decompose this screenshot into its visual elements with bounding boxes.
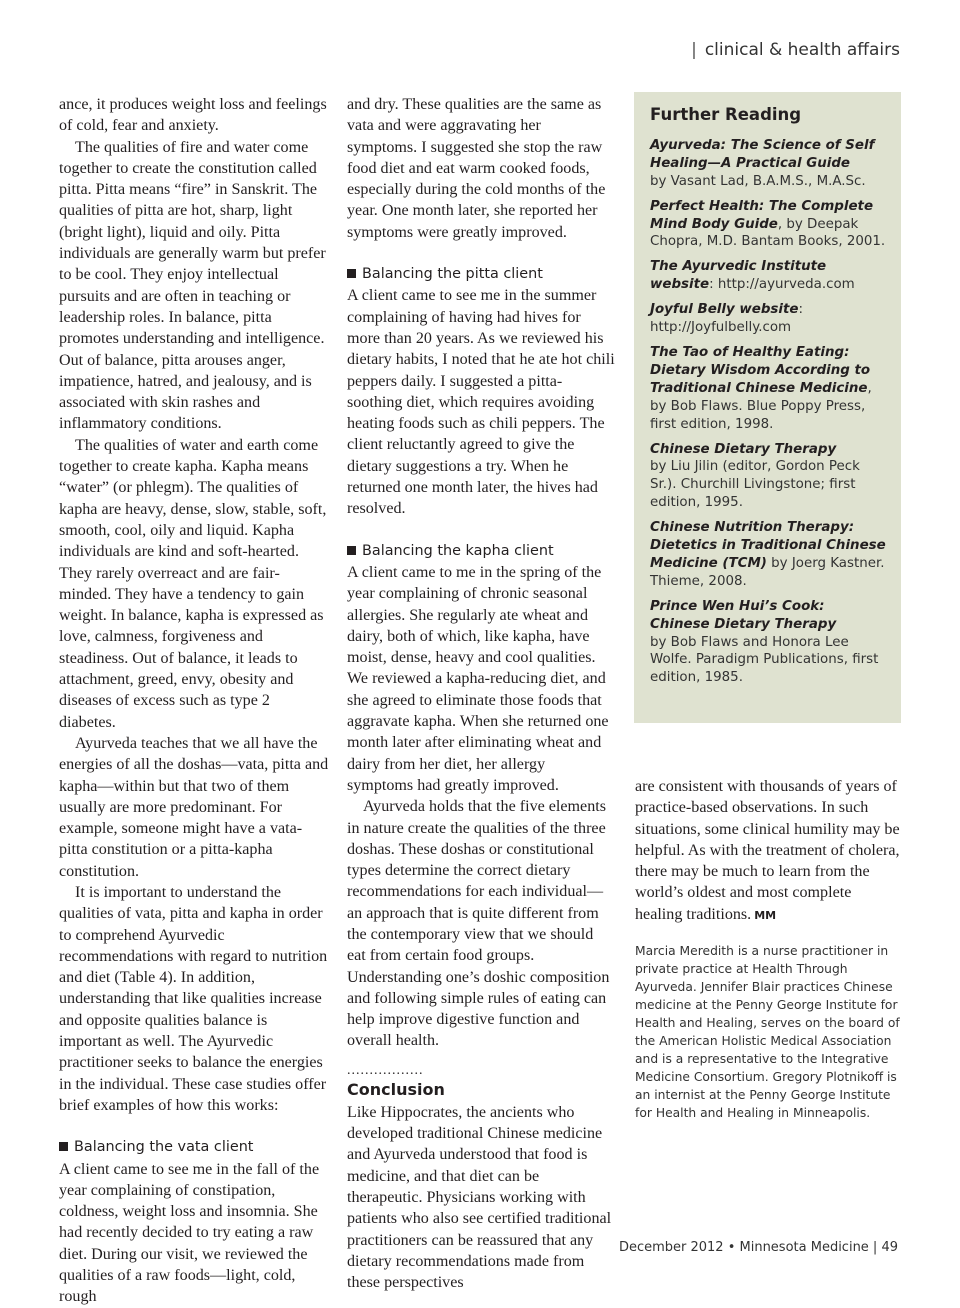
paragraph: ance, it produces weight loss and feelings of cold, fear and anxiety. bbox=[59, 96, 327, 135]
square-bullet-icon bbox=[347, 546, 356, 555]
page-footer: December 2012 • Minnesota Medicine | 49 bbox=[618, 1240, 898, 1255]
section-label: clinical & health affairs bbox=[704, 40, 900, 60]
paragraph: Ayurveda holds that the five elements in nature create the qualities of the three doshas. These doshas or constitutional types determine the correct dietary recommendations for each individual—an approach that is quite different from the contemporary view that we should eat from certain food groups. Understanding one’s doshic composition and following simple rules of eating can help improve digestive function and overall health. bbox=[347, 798, 610, 1050]
subheading-vata: Balancing the vata client bbox=[59, 1137, 329, 1158]
subheading-pitta: Balancing the pitta client bbox=[347, 264, 615, 285]
paragraph: A client came to me in the spring of the year complaining of chronic seasonal allergies. She regularly ate wheat and dairy, both of which, like kapha, have moist, dense, heavy and cool qualities. We reviewed a kapha-reducing diet, and she agreed to eliminate those foods that aggravate kapha. When she returned one month later after eliminating wheat and dairy from her diet, her allergy symptoms had greatly improved. bbox=[347, 563, 609, 794]
reference-item: Perfect Health: The Complete Mind Body Guide, by Deepak Chopra, M.D. Bantam Books, 2001. bbox=[650, 198, 886, 250]
paragraph: A client came to see me in the fall of the year complaining of constipation, coldness, weight loss and insomnia. She had recently decided to try eating a raw diet. During our visit, we reviewed the qualities of a raw foods—light, cold, rough bbox=[59, 1160, 320, 1306]
paragraph: A client came to see me in the summer complaining of having had hives for more than 20 years. As we reviewed his dietary habits, I noted that he ate hot chili peppers daily. I suggested a pitta-soothing diet, which requires avoiding heating foods such as chili peppers. The client reluctantly agreed to give the dietary suggestions a try. When he returned one month later, the hives had resolved. bbox=[347, 287, 615, 518]
further-reading-title: Further Reading bbox=[650, 105, 802, 124]
reference-item: Ayurveda: The Science of Self Healing—A Practical Guide by Vasant Lad, B.A.M.S., M.A.Sc. bbox=[650, 137, 875, 189]
paragraph: It is important to understand the qualities of vata, pitta and kapha in order to comprehend Ayurvedic recommendations with regard to nutrition and diet (Table 4). In addition, understanding that like qualities increase and opposite qualities balance is important as well. The Ayurvedic practitioner seeks to balance the energies in the individual. These case studies offer brief examples of how this works: bbox=[59, 883, 328, 1114]
paragraph: and dry. These qualities are the same as vata and were aggravating her symptoms. I suggested she stop the raw food diet and eat warm cooked foods, especially during the cold months of the year. One month later, she reported her symptoms were greatly improved. bbox=[347, 96, 606, 241]
square-bullet-icon bbox=[59, 1142, 68, 1151]
paragraph: The qualities of fire and water come together to create the constitution called pitta. Pitta means “fire” in Sanskrit. The qualities of pitta are hot, sharp, light (bright light), liquid and oily. Pitta individuals are generally warm but prefer to be cool. They enjoy intellectual pursuits and are often in teaching or leadership roles. In balance, pitta promotes understanding and intelligence. Out of balance, pitta arouses anger, impatience, hatred, and jealousy, and is associated with skin rashes and inflammatory conditions. bbox=[59, 138, 326, 433]
square-bullet-icon bbox=[347, 269, 356, 278]
further-reading-box bbox=[634, 92, 901, 723]
reference-item: Prince Wen Hui’s Cook: Chinese Dietary Therapy by Bob Flaws and Honora Lee Wolfe. Paradigm Publications, first edition, 1985. bbox=[650, 598, 879, 686]
reference-item: The Ayurvedic Institute website: http://ayurveda.com bbox=[650, 259, 855, 293]
column-left bbox=[59, 94, 329, 1308]
section-header bbox=[691, 40, 900, 60]
column-right bbox=[635, 776, 901, 1122]
author-bio: Marcia Meredith is a nurse practitioner in private practice at Health Through Ayurveda. Jennifer Blair practices Chinese medicine at the Penny George Institute for Health and Healing, serves on the board of the American Holistic Medical Association and is a representative to the Integrative Medicine Consortium. Gregory Plotnikoff is an internist at the Penny George Institute for Health and Healing in Minneapolis. bbox=[635, 944, 900, 1121]
conclusion-heading: Conclusion bbox=[347, 1079, 445, 1099]
reference-item: The Tao of Healthy Eating: Dietary Wisdom According to Traditional Chinese Medicine, by Bob Flaws. Blue Poppy Press, first edition, 1998. bbox=[650, 344, 872, 432]
reference-item: Joyful Belly website: http://Joyfulbelly.com bbox=[650, 302, 803, 336]
dotted-divider: ................. bbox=[347, 1062, 424, 1078]
header-divider: | bbox=[691, 40, 697, 60]
paragraph: Ayurveda teaches that we all have the energies of all the doshas—vata, pitta and kapha—within but that two of them usually are more predominant. For example, someone might have a vata-pitta constitution or a pitta-kapha constitution. bbox=[59, 734, 329, 880]
paragraph: Like Hippocrates, the ancients who developed traditional Chinese medicine and Ayurveda understood that food is medicine, and that diet can be therapeutic. Physicians working with patients who also see certified traditional practitioners can be reassured that any dietary recommendations made from these perspectives bbox=[347, 1103, 612, 1292]
paragraph: The qualities of water and earth come together to create kapha. Kapha means “water” (or phlegm). The qualities of kapha are heavy, dense, slow, stable, soft, smooth, cool, oily and liquid. Kapha individuals are kind and soft-hearted. They rarely overreact and are fair-minded. They have a tendency to gain weight. In balance, kapha is expressed as love, calmness, forgiveness and steadiness. Out of balance, it leads to attachment, greed, envy, obesity and diseases of excess such as type 2 diabetes. bbox=[59, 436, 327, 731]
subheading-kapha: Balancing the kapha client bbox=[347, 541, 615, 562]
paragraph: are consistent with thousands of years of practice-based observations. In such situations, some clinical humility may be helpful. As with the treatment of cholera, there may be much to learn from the world’s oldest and most complete healing traditions. MM bbox=[635, 778, 900, 923]
end-mark: MM bbox=[754, 908, 777, 922]
reference-item: Chinese Nutrition Therapy: Dietetics in Traditional Chinese Medicine (TCM) by Joerg Kastner. Thieme, 2008. bbox=[650, 520, 886, 589]
column-middle bbox=[347, 94, 615, 1293]
reference-item: Chinese Dietary Therapy by Liu Jilin (editor, Gordon Peck Sr.). Churchill Livingstone; first edition, 1995. bbox=[650, 441, 860, 511]
